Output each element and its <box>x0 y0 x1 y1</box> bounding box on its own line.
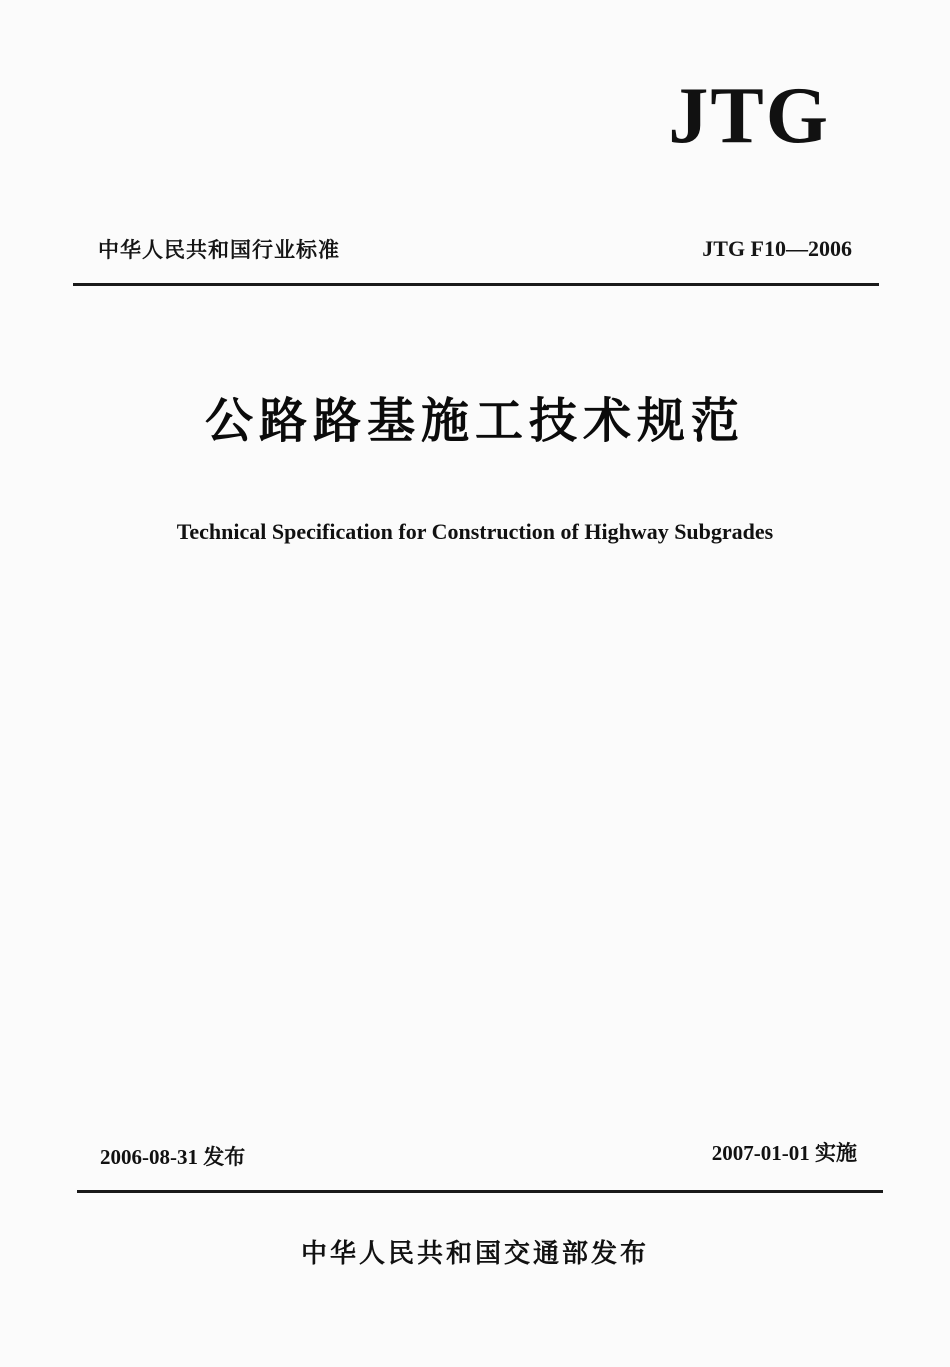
standard-code: JTG F10—2006 <box>702 236 852 261</box>
jtg-logo: JTG <box>668 72 830 160</box>
standard-category: 中华人民共和国行业标准 <box>98 238 340 262</box>
issue-date: 2006-08-31 发布 <box>100 1145 246 1169</box>
publisher: 中华人民共和国交通部发布 <box>300 1239 649 1269</box>
title-english: Technical Specification for Construction of Highway Subgrades <box>176 519 774 544</box>
bottom-divider <box>77 1190 883 1193</box>
effective-date: 2007-01-01 实施 <box>711 1141 857 1165</box>
top-divider <box>73 283 879 286</box>
title-chinese: 公路路基施工技术规范 <box>204 393 745 449</box>
